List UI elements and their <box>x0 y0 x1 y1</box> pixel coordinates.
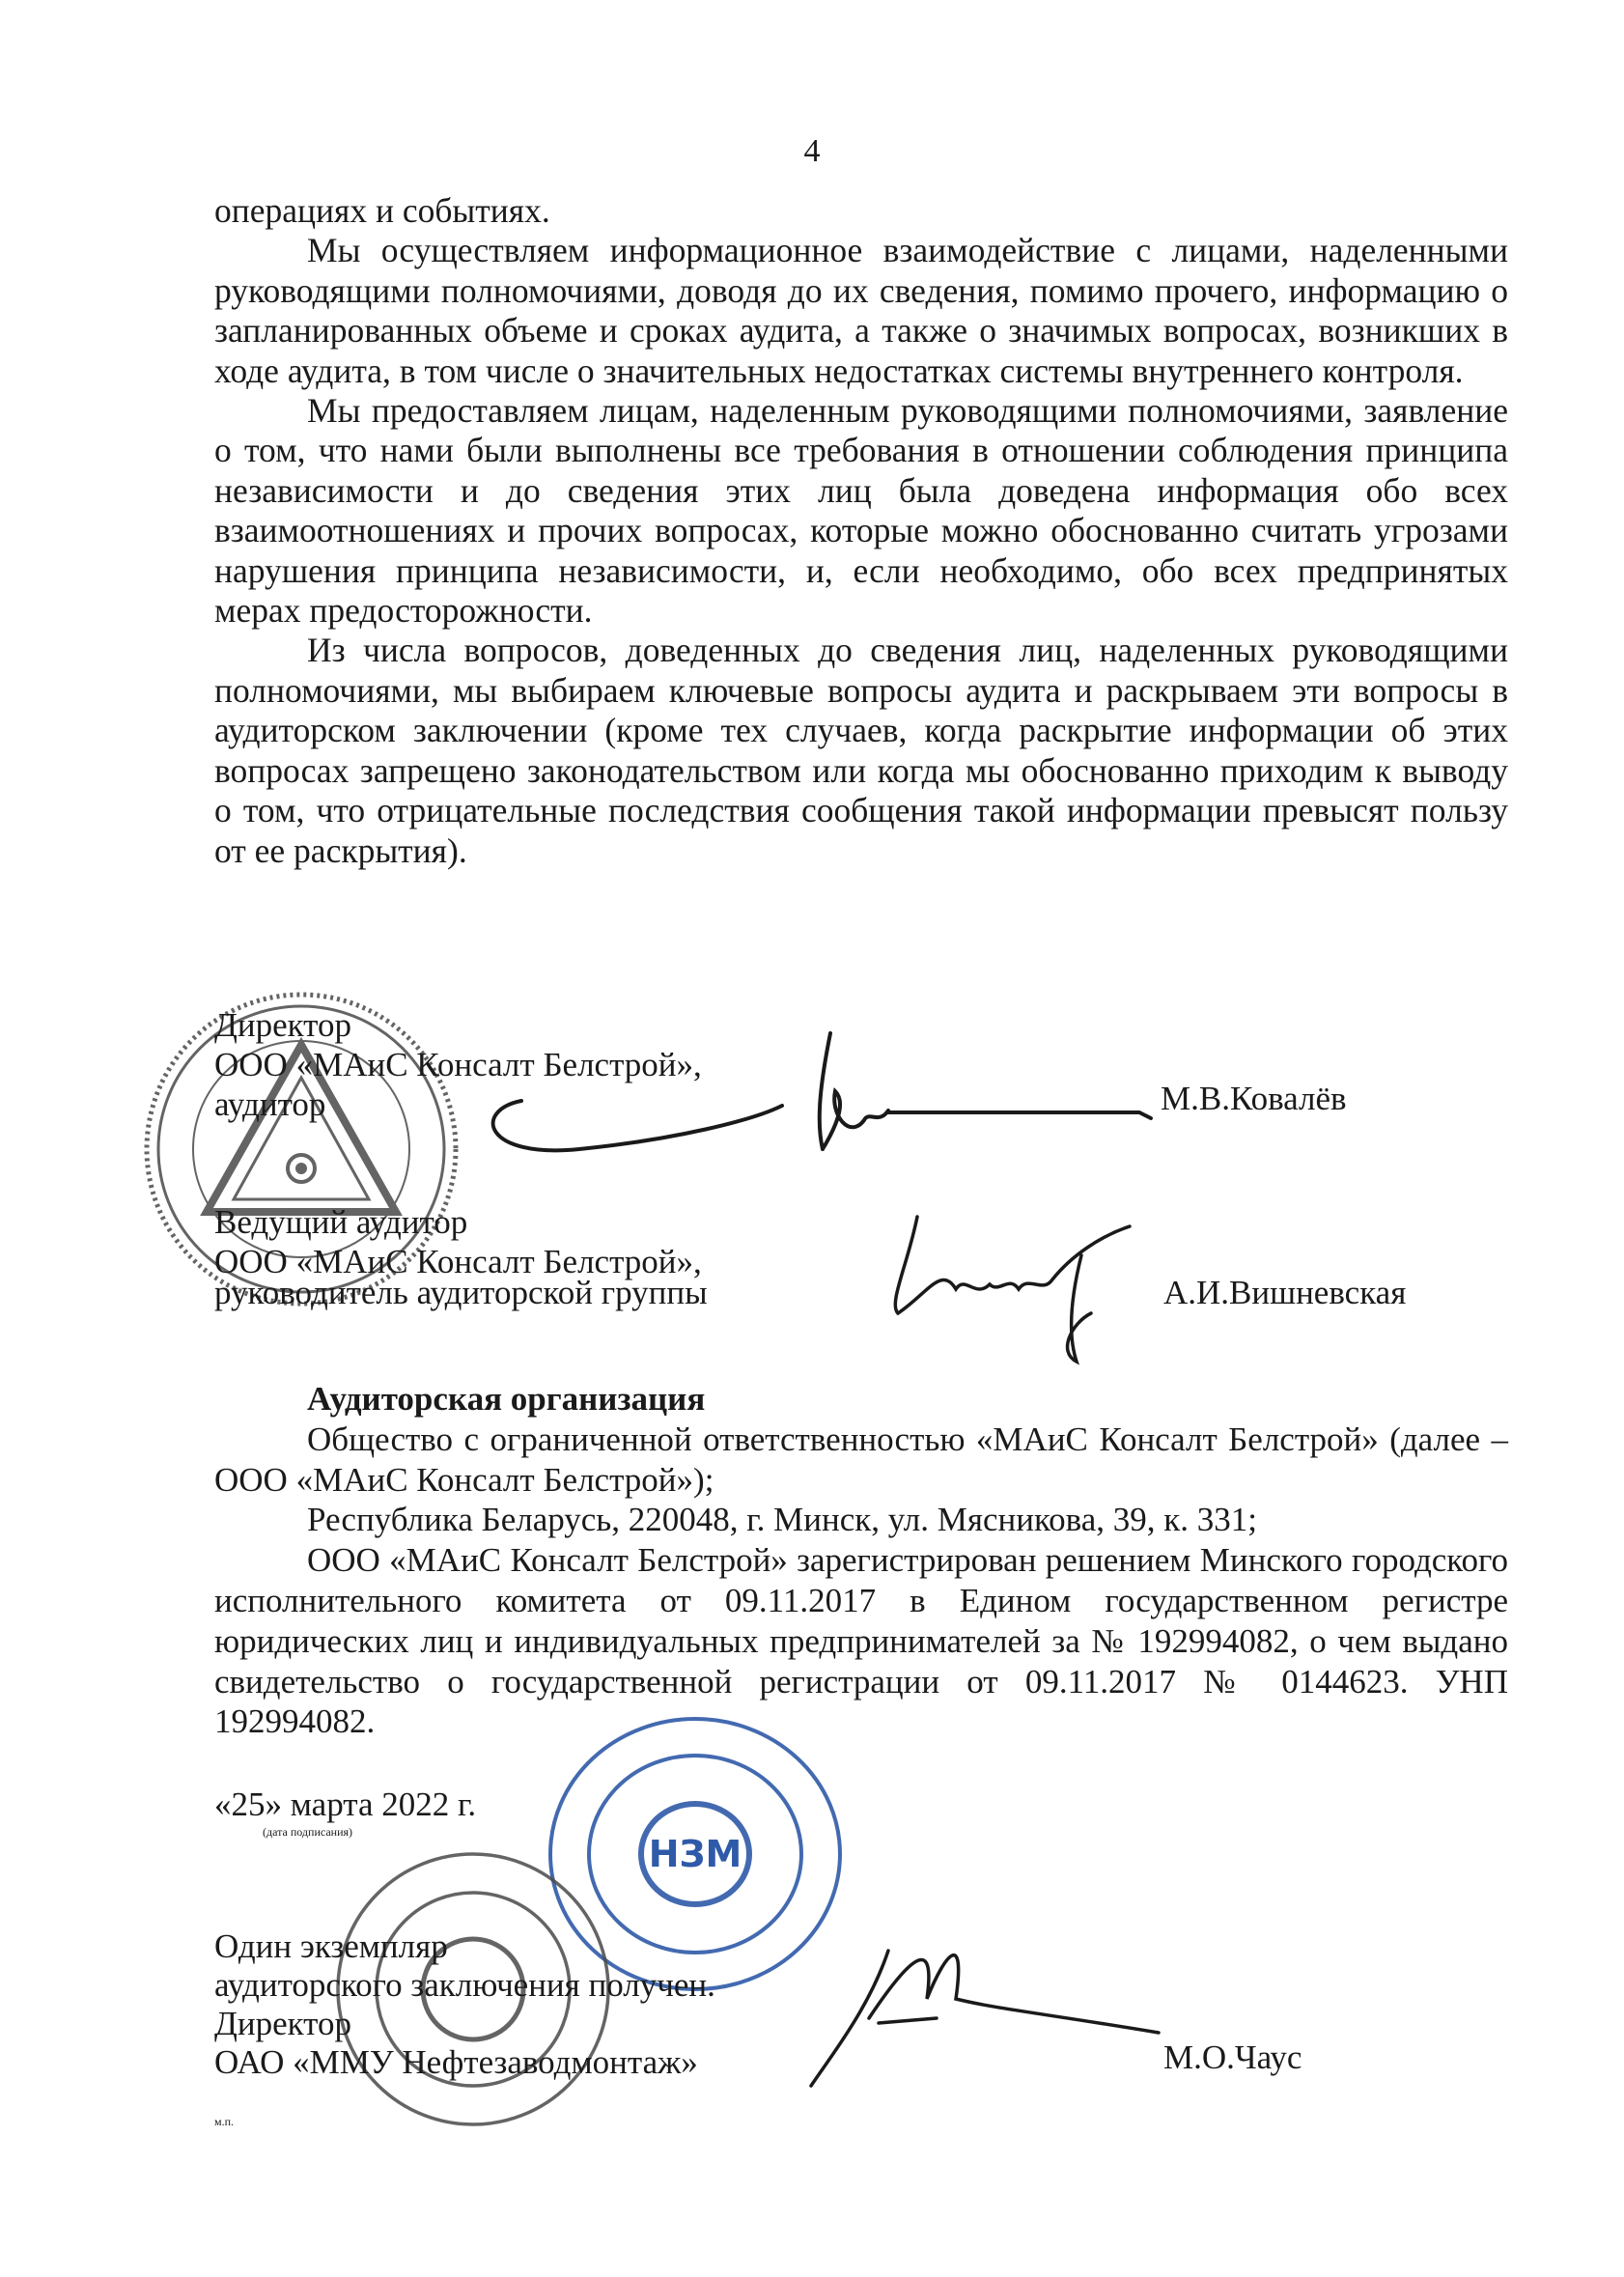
receipt-line1: Один экземпляр <box>214 1927 448 1965</box>
body-text <box>214 191 1508 871</box>
audit-org-heading: Аудиторская организация <box>307 1380 706 1418</box>
client-director-signature <box>772 1893 1178 2105</box>
paragraph-communication: Мы осуществляем информационное взаимодействие с лицами, наделенными руководящими полномочиями, доводя до их сведения, помимо прочего, информацию о запланированных объеме и сроках аудита, а также о значимых вопросах, возникших в ходе аудита, в том числе о значительных недостатках системы внутреннего контроля. <box>214 231 1508 390</box>
audit-org-address: Республика Беларусь, 220048, г. Минск, ул. Мясникова, 39, к. 331; <box>307 1501 1257 1539</box>
receipt-line3: Директор <box>214 2005 352 2042</box>
paragraph-independence: Мы предоставляем лицам, наделенным руководящими полномочиями, заявление о том, что нами были выполнены все требования в отношении соблюдения принципа независимости и до сведения этих лиц была доведена информация обо всех взаимоотношениях и прочих вопросах, которые можно обоснованно считать угрозами нарушения принципа независимости, и, если необходимо, обо всех предпринятых мерах предосторожности. <box>214 391 1508 631</box>
lead-auditor-signature <box>850 1197 1178 1381</box>
stamp-logo-text: НЗМ <box>648 1833 742 1875</box>
lead-auditor-line2: ООО «МАиС Консалт Белстрой», <box>214 1243 702 1280</box>
signing-date: «25» марта 2022 г. <box>214 1785 477 1823</box>
seal-place-mark: м.п. <box>214 2115 235 2128</box>
lead-auditor-line3: руководитель аудиторской группы <box>214 1274 708 1311</box>
director-line1: Директор <box>214 1006 352 1044</box>
audit-org-name: Общество с ограниченной ответственностью «МАиС Консалт Белстрой» (далее – ООО «МАиС Консалт Белстрой»); <box>214 1420 1508 1499</box>
lead-auditor-name: А.И.Вишневская <box>1163 1274 1407 1311</box>
director-line2: ООО «МАиС Консалт Белстрой», <box>214 1046 702 1083</box>
receipt-line4: ОАО «ММУ Нефтезаводмонтаж» <box>214 2043 698 2081</box>
paragraph-continuation: операциях и событиях. <box>214 191 550 230</box>
director-signature <box>463 1004 1197 1178</box>
signing-date-caption: (дата подписания) <box>263 1825 353 1839</box>
director-line3: аудитор <box>214 1085 326 1123</box>
audit-org-registration: ООО «МАиС Консалт Белстрой» зарегистрирован решением Минского городского исполнительного комитета от 09.11.2017 в Едином государственном регистре юридических лиц и индивидуальных предпринимателей за № 192994082, о чем выдано свидетельство о государственной регистрации от 09.11.2017 № 0144623. УНП 192994082. <box>214 1541 1508 1741</box>
lead-auditor-line1: Ведущий аудитор <box>214 1203 468 1241</box>
page-number: 4 <box>803 133 821 169</box>
client-director-name: М.О.Чаус <box>1163 2038 1302 2076</box>
paragraph-key-matters: Из числа вопросов, доведенных до сведения лиц, наделенных руководящими полномочиями, мы выбираем ключевые вопросы аудита и раскрываем эти вопросы в аудиторском заключении (кроме тех случаев, когда раскрытие информации об этих вопросах запрещено законодательством или когда мы обоснованно приходим к выводу о том, что отрицательные последствия сообщения такой информации превысят пользу от ее раскрытия). <box>214 631 1508 870</box>
audit-organization-block <box>214 1379 1508 1742</box>
receipt-line2: аудиторского заключения получен. <box>214 1966 715 2004</box>
director-name: М.В.Ковалёв <box>1161 1080 1347 1117</box>
